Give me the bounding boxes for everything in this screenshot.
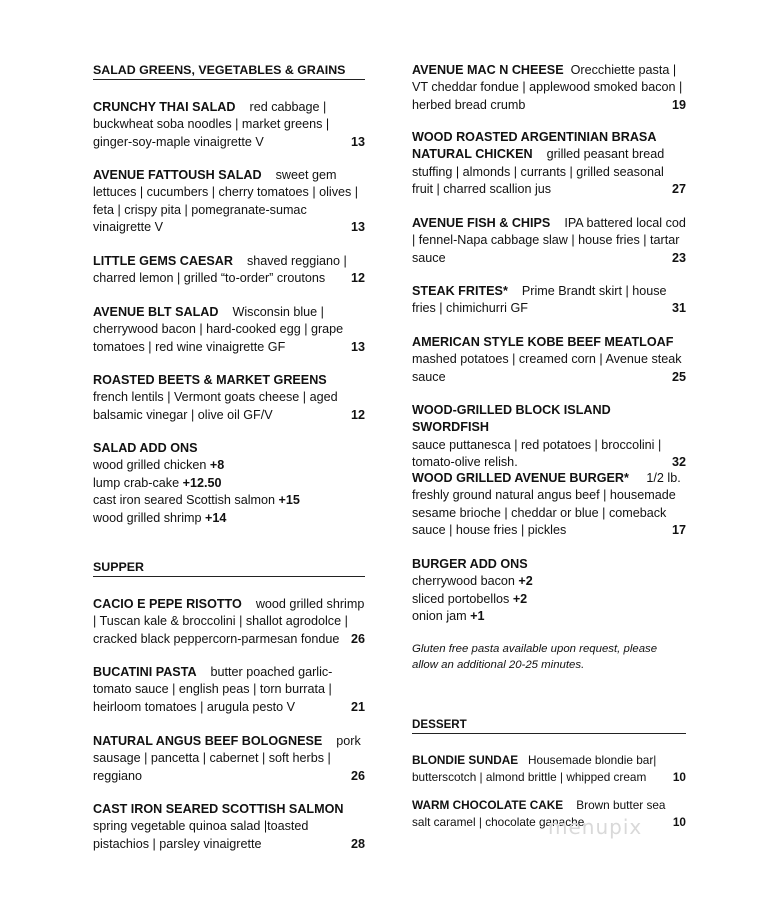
item-desc: vegetable quinoa salad |toasted pistachios | parsley vinaigrette bbox=[93, 819, 309, 851]
item-desc: grilled peasant bread bbox=[546, 147, 665, 162]
menu-item bbox=[412, 129, 686, 199]
item-desc: tomato sauce | english peas | torn burrata | heirloom tomatoes | arugula pesto V bbox=[93, 682, 332, 714]
menu-item bbox=[93, 733, 365, 785]
menu-item bbox=[93, 801, 365, 853]
menu-item bbox=[93, 99, 365, 151]
item-desc: freshly ground natural angus beef | housemade sesame brioche | cheddar or blue | comeback sauce | house fries | pickles bbox=[412, 488, 676, 538]
addon-line: onion jam +1 bbox=[412, 609, 485, 624]
item-name: AVENUE FATTOUSH SALAD bbox=[93, 168, 262, 182]
addon-line: cast iron seared Scottish salmon +15 bbox=[93, 493, 300, 508]
item-desc: red cabbage | bbox=[249, 100, 327, 114]
item-desc: cherrywood bacon | hard-cooked egg | grape tomatoes | red wine vinaigrette GF bbox=[93, 322, 344, 354]
item-desc: mashed potatoes | creamed corn | Avenue steak sauce bbox=[412, 352, 682, 384]
burger-addons bbox=[412, 556, 686, 626]
item-desc: lettuces | cucumbers | cherry tomatoes | olives | feta | crispy pita | pomegranate-sumac vinaigrette V bbox=[93, 185, 359, 235]
menu-item bbox=[412, 62, 686, 114]
item-desc: buckwheat soba noodles | market greens | ginger-soy-maple vinaigrette V bbox=[93, 117, 330, 149]
item-desc: butterscotch | almond brittle | whipped cream bbox=[412, 770, 647, 785]
item-desc: IPA battered local cod bbox=[564, 216, 686, 230]
item-name: WOOD ROASTED ARGENTINIAN BRASA NATURAL CHICKEN bbox=[412, 130, 656, 162]
item-name: WOOD GRILLED AVENUE BURGER* bbox=[412, 471, 629, 485]
item-desc: wood grilled shrimp | bbox=[93, 597, 365, 629]
item-desc: Orecchiette pasta | VT bbox=[412, 63, 677, 95]
item-desc: Wisconsin blue | bbox=[232, 305, 324, 319]
item-name: STEAK FRITES* bbox=[412, 284, 508, 298]
item-price: 28 bbox=[350, 836, 365, 851]
addons-title: BURGER ADD ONS bbox=[412, 557, 528, 571]
item-desc: Housemade blondie bar| bbox=[528, 753, 657, 767]
menu-item bbox=[412, 283, 686, 318]
salad-section-heading: SALAD GREENS, VEGETABLES & GRAINS bbox=[93, 63, 365, 80]
item-price: 19 bbox=[671, 97, 686, 112]
item-desc: charred lemon | grilled “to-order” croutons bbox=[93, 271, 326, 286]
item-desc: Prime Brandt skirt | house bbox=[521, 284, 667, 298]
item-desc: sweet gem bbox=[275, 168, 337, 182]
item-desc: | fennel-Napa cabbage slaw | house fries | tartar sauce bbox=[412, 233, 680, 265]
addon-line: lump crab-cake +12.50 bbox=[93, 475, 222, 490]
addon-line: wood grilled shrimp +14 bbox=[93, 510, 227, 525]
menu-item bbox=[93, 304, 365, 356]
item-desc: Brown butter sea salt bbox=[412, 798, 666, 830]
salad-addons bbox=[93, 440, 365, 527]
item-price: 13 bbox=[350, 339, 365, 354]
item-price: 10 bbox=[672, 815, 686, 830]
item-price: 25 bbox=[671, 369, 686, 384]
addons-title: SALAD ADD ONS bbox=[93, 441, 198, 455]
item-price: 13 bbox=[350, 134, 365, 149]
item-name: WARM CHOCOLATE CAKE bbox=[412, 798, 564, 812]
item-desc: fries | chimichurri GF bbox=[412, 301, 528, 316]
item-desc: caramel | chocolate ganache bbox=[433, 815, 585, 830]
item-name: WOOD-GRILLED BLOCK ISLAND SWORDFISH bbox=[412, 403, 611, 435]
item-price: 21 bbox=[350, 699, 365, 714]
item-desc: cheddar fondue | applewood smoked bacon | herbed bread crumb bbox=[412, 80, 683, 112]
item-name: AVENUE MAC N CHEESE bbox=[412, 63, 564, 77]
gluten-free-note: Gluten free pasta available upon request, please allow an additional 20-25 minutes. bbox=[412, 643, 658, 671]
item-desc: sauce puttanesca | red potatoes | broccolini | tomato-olive relish. bbox=[412, 437, 662, 470]
item-price: 17 bbox=[671, 523, 686, 538]
item-price: 26 bbox=[350, 631, 365, 646]
dessert-section-heading: DESSERT bbox=[412, 718, 686, 734]
item-name: BLONDIE SUNDAE bbox=[412, 753, 519, 767]
item-name: ROASTED BEETS & MARKET GREENS bbox=[93, 373, 327, 387]
supper-section-heading: SUPPER bbox=[93, 560, 365, 577]
item-name: CRUNCHY THAI SALAD bbox=[93, 100, 236, 114]
menu-item bbox=[412, 334, 686, 386]
menu-item bbox=[412, 752, 686, 787]
item-desc: sausage | pancetta | cabernet | soft herbs | reggiano bbox=[93, 751, 331, 783]
menu-item bbox=[412, 470, 686, 540]
item-price: 27 bbox=[671, 182, 686, 197]
item-desc: french bbox=[93, 390, 129, 405]
menu-item bbox=[412, 402, 686, 472]
item-name: CAST IRON SEARED SCOTTISH SALMON bbox=[93, 802, 344, 816]
menu-item bbox=[93, 372, 365, 424]
item-name: AVENUE BLT SALAD bbox=[93, 305, 219, 319]
item-desc: shaved reggiano | bbox=[246, 254, 347, 268]
addon-line: wood grilled chicken +8 bbox=[93, 458, 225, 473]
item-desc: stuffing | almonds | currants | grilled seasonal fruit | charred scallion jus bbox=[412, 164, 664, 197]
menu-item bbox=[93, 596, 365, 648]
item-price: 12 bbox=[350, 407, 365, 422]
menu-item bbox=[93, 664, 365, 716]
menu-item bbox=[93, 253, 365, 288]
item-price: 13 bbox=[350, 220, 365, 235]
item-name: NATURAL ANGUS BEEF BOLOGNESE bbox=[93, 734, 323, 748]
item-desc: butter poached garlic- bbox=[210, 665, 333, 679]
item-price: 23 bbox=[671, 250, 686, 265]
addon-line: cherrywood bacon +2 bbox=[412, 574, 533, 589]
item-name: AMERICAN STYLE KOBE BEEF MEATLOAF bbox=[412, 335, 674, 349]
item-price: 32 bbox=[671, 455, 686, 470]
item-price: 10 bbox=[672, 770, 686, 785]
item-price: 31 bbox=[671, 301, 686, 316]
item-desc: pork bbox=[336, 734, 361, 748]
item-desc: 1/2 lb. bbox=[646, 471, 681, 485]
item-name: CACIO E PEPE RISOTTO bbox=[93, 597, 242, 611]
item-desc: lentils | Vermont goats cheese | aged balsamic vinegar | olive oil GF/V bbox=[93, 390, 338, 422]
item-name: AVENUE FISH & CHIPS bbox=[412, 216, 551, 230]
menu-item bbox=[93, 167, 365, 237]
menu-item bbox=[412, 215, 686, 267]
addon-line: sliced portobellos +2 bbox=[412, 591, 528, 606]
item-name: BUCATINI PASTA bbox=[93, 665, 197, 679]
item-name: LITTLE GEMS CAESAR bbox=[93, 254, 233, 268]
item-price: 26 bbox=[350, 768, 365, 783]
item-price: 12 bbox=[350, 271, 365, 286]
item-desc: spring bbox=[93, 819, 128, 834]
item-desc: Tuscan kale & broccolini | shallot agrodolce | cracked black peppercorn-parmesan fondue bbox=[93, 614, 348, 646]
watermark: menupix bbox=[548, 815, 643, 839]
